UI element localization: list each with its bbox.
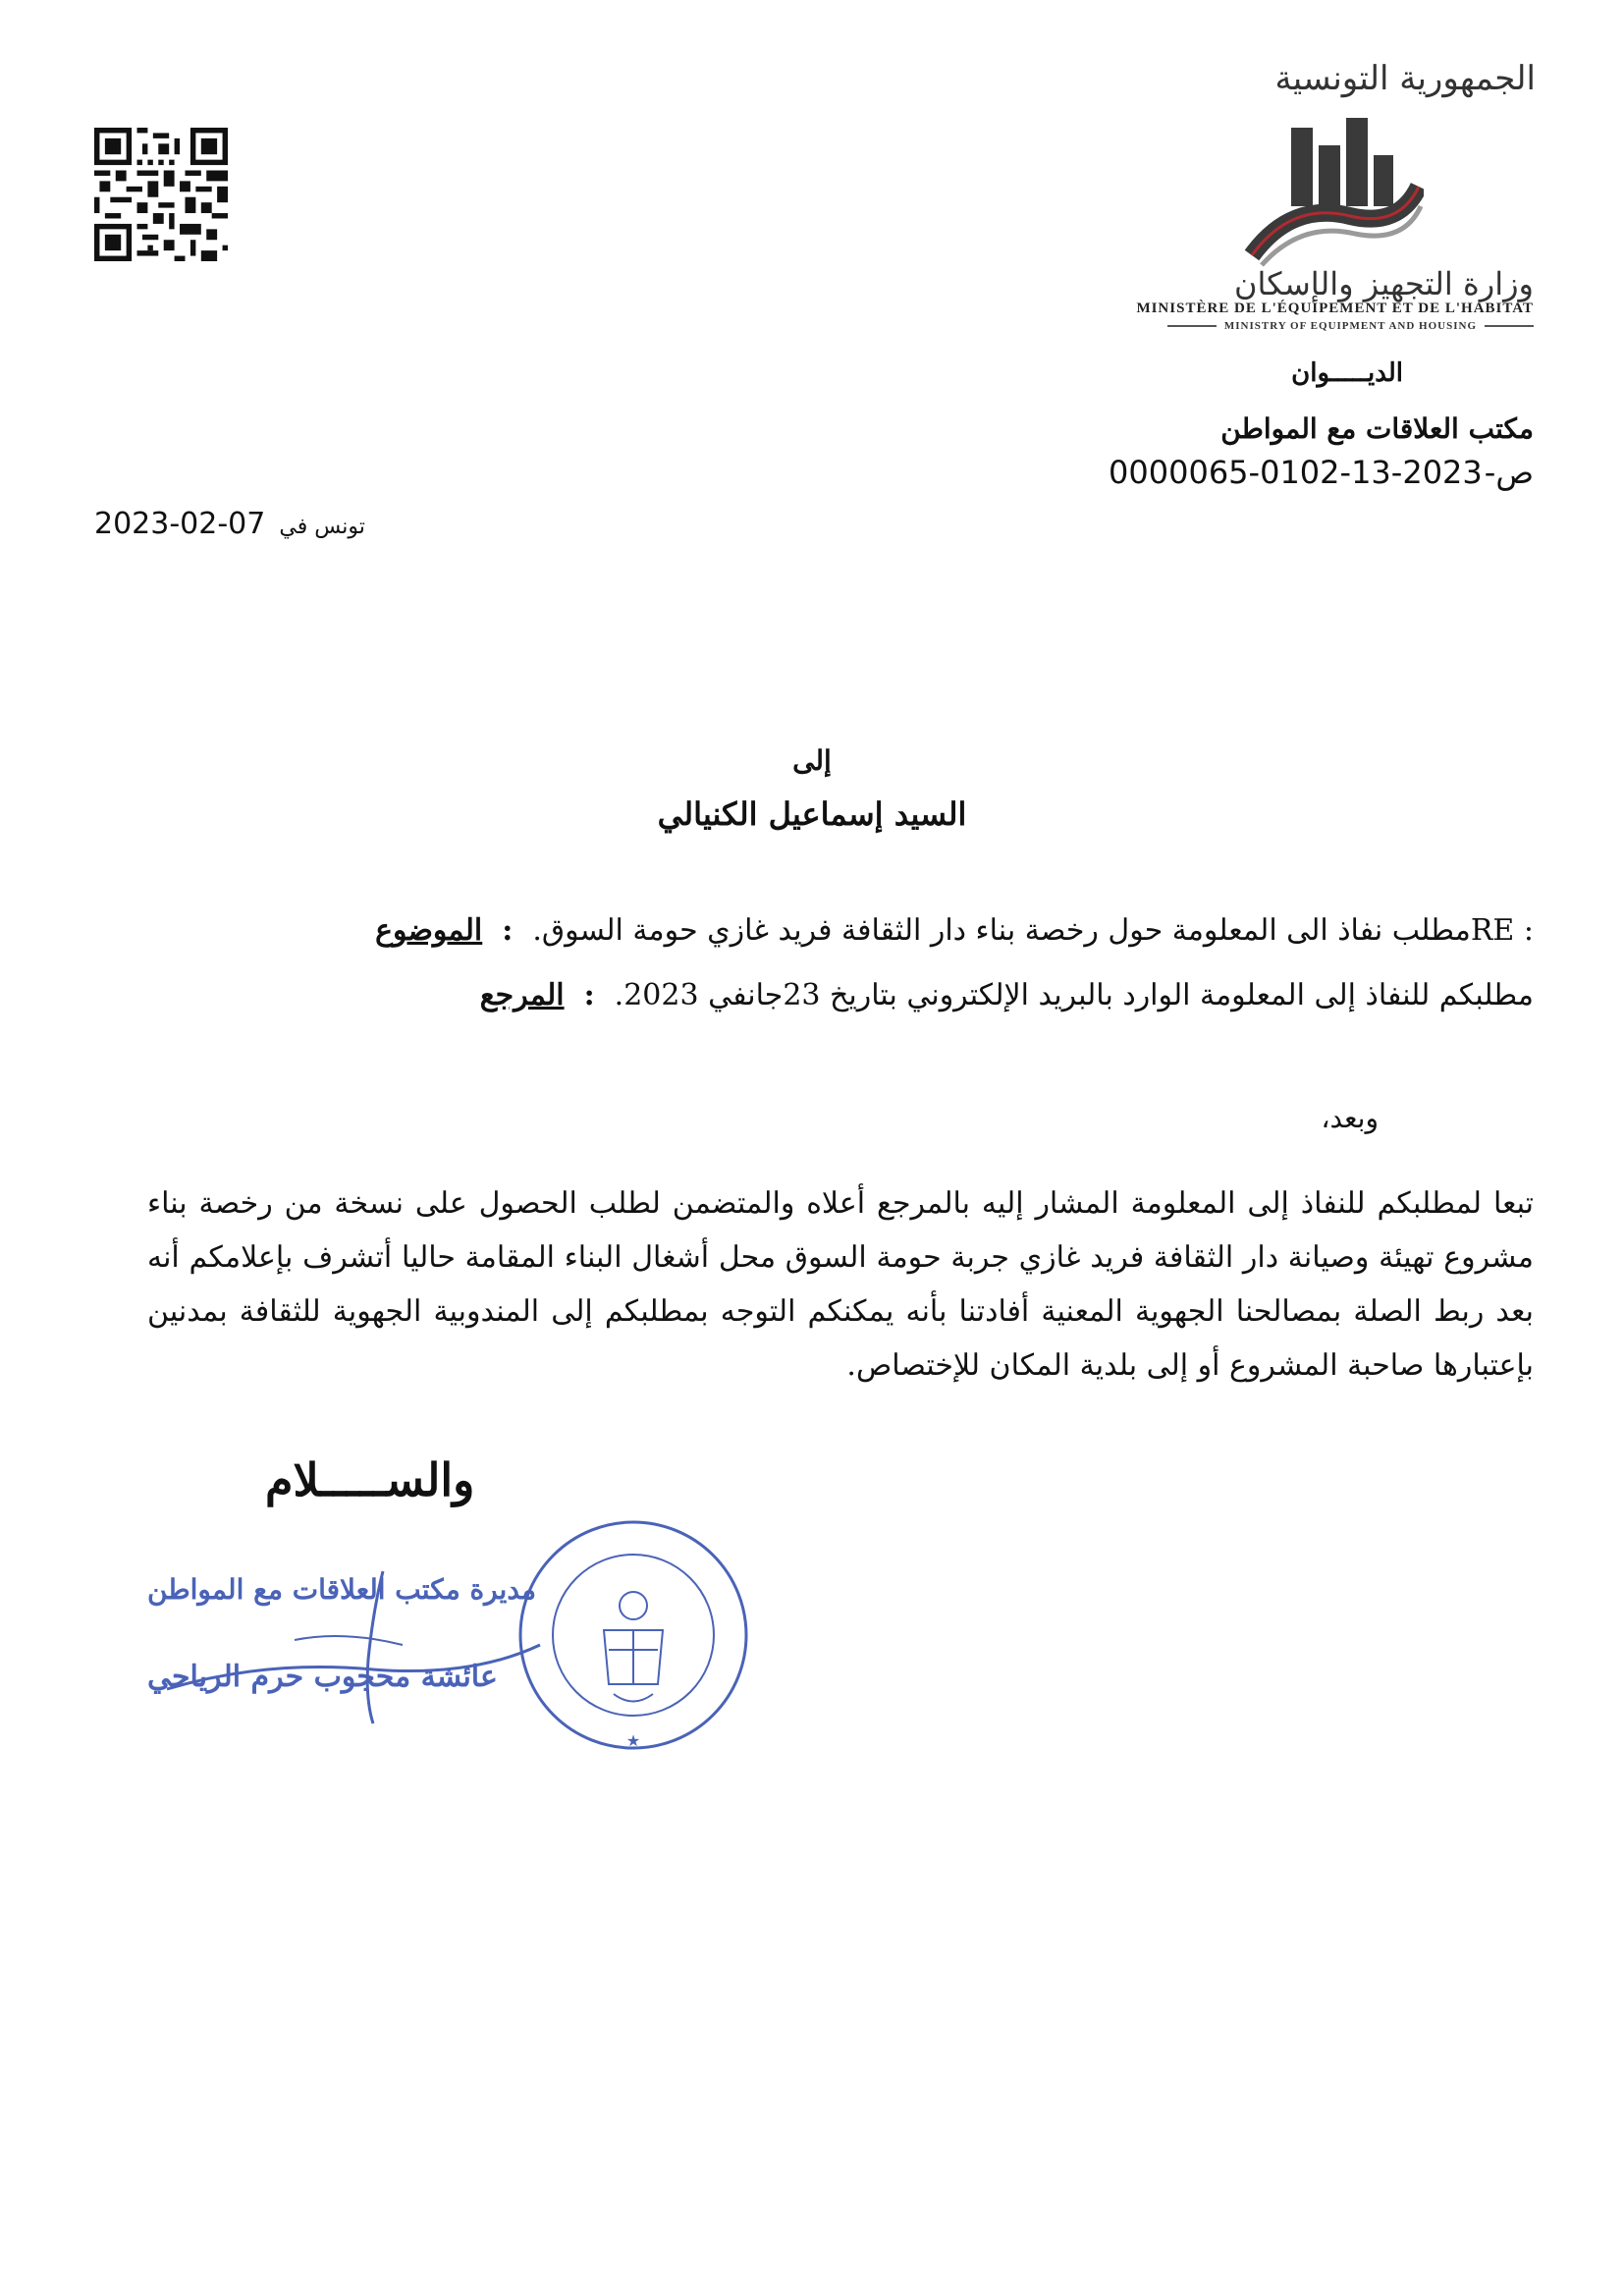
ministry-name-en-row: [1167, 320, 1534, 332]
subject-colon: :: [502, 913, 514, 948]
ministry-name-ar: وزارة التجهيز والإسكان: [1234, 265, 1534, 302]
subject-text: : REمطلب نفاذ الى المعلومة حول رخصة بناء دار الثقافة فريد غازي حومة السوق.: [532, 913, 1534, 948]
reference-prefix: ص-: [1484, 454, 1534, 491]
office-label: مكتب العلاقات مع المواطن: [1220, 412, 1534, 445]
subject-row: [335, 913, 1534, 948]
reference-row: [417, 978, 1534, 1012]
reference-number-row: [1109, 454, 1534, 491]
reference-label: المرجع: [479, 978, 565, 1012]
handwritten-signature: [147, 1552, 560, 1748]
greeting: وبعد،: [1321, 1102, 1379, 1134]
date-row: [94, 507, 365, 541]
letter-body: تبعا لمطلبكم للنفاذ إلى المعلومة المشار إليه بالمرجع أعلاه والمتضمن لطلب الحصول على نسخة من رخصة بناء مشروع تهيئة وصيانة دار الثقافة فريد غازي جربة حومة السوق محل أشغال البناء المقامة حاليا أتشرف بإعلامكم أنه بعد ربط الصلة بمصالحنا الجهوية المعنية أفادتنا بأنه يمكنكم التوجه بمطلبكم إلى المندوبية الجهوية للثقافة بمدنين بإعتبارها صاحبة المشروع أو إلى بلدية المكان للإختصاص.: [147, 1186, 1534, 1383]
reference-number: 0000065-0102-13-2023: [1109, 454, 1483, 491]
subject-label: الموضوع: [375, 913, 483, 948]
ministry-logo: [1232, 108, 1424, 275]
ministry-name-en: MINISTRY OF EQUIPMENT AND HOUSING: [1223, 320, 1477, 332]
closing: والســـــلام: [265, 1453, 475, 1506]
signatory-name: عائشة محجوب حرم الرياحي: [147, 1660, 498, 1694]
republic-heading: الجمهورية التونسية: [1274, 59, 1536, 98]
ministry-name-fr: MINISTÈRE DE L'ÉQUIPEMENT ET DE L'HABITAT: [1136, 301, 1534, 316]
reference-colon: :: [583, 978, 595, 1012]
date-label: تونس في: [279, 515, 365, 539]
qr-code: [94, 128, 228, 261]
svg-text:★: ★: [625, 1731, 641, 1750]
addressee-to: إلى: [792, 744, 832, 777]
recipient-name: السيد إسماعيل الكنيالي: [657, 795, 967, 833]
department-label: الديـــــوان: [1291, 358, 1403, 388]
letter-date: 2023-02-07: [94, 507, 266, 541]
signatory-title: مديرة مكتب العلاقات مع المواطن: [147, 1573, 537, 1606]
reference-text: مطلبكم للنفاذ إلى المعلومة الوارد بالبريد الإلكتروني بتاريخ 23جانفي 2023.: [614, 978, 1534, 1012]
official-stamp: [511, 1512, 756, 1758]
divider: [1485, 325, 1534, 327]
divider: [1167, 325, 1217, 327]
